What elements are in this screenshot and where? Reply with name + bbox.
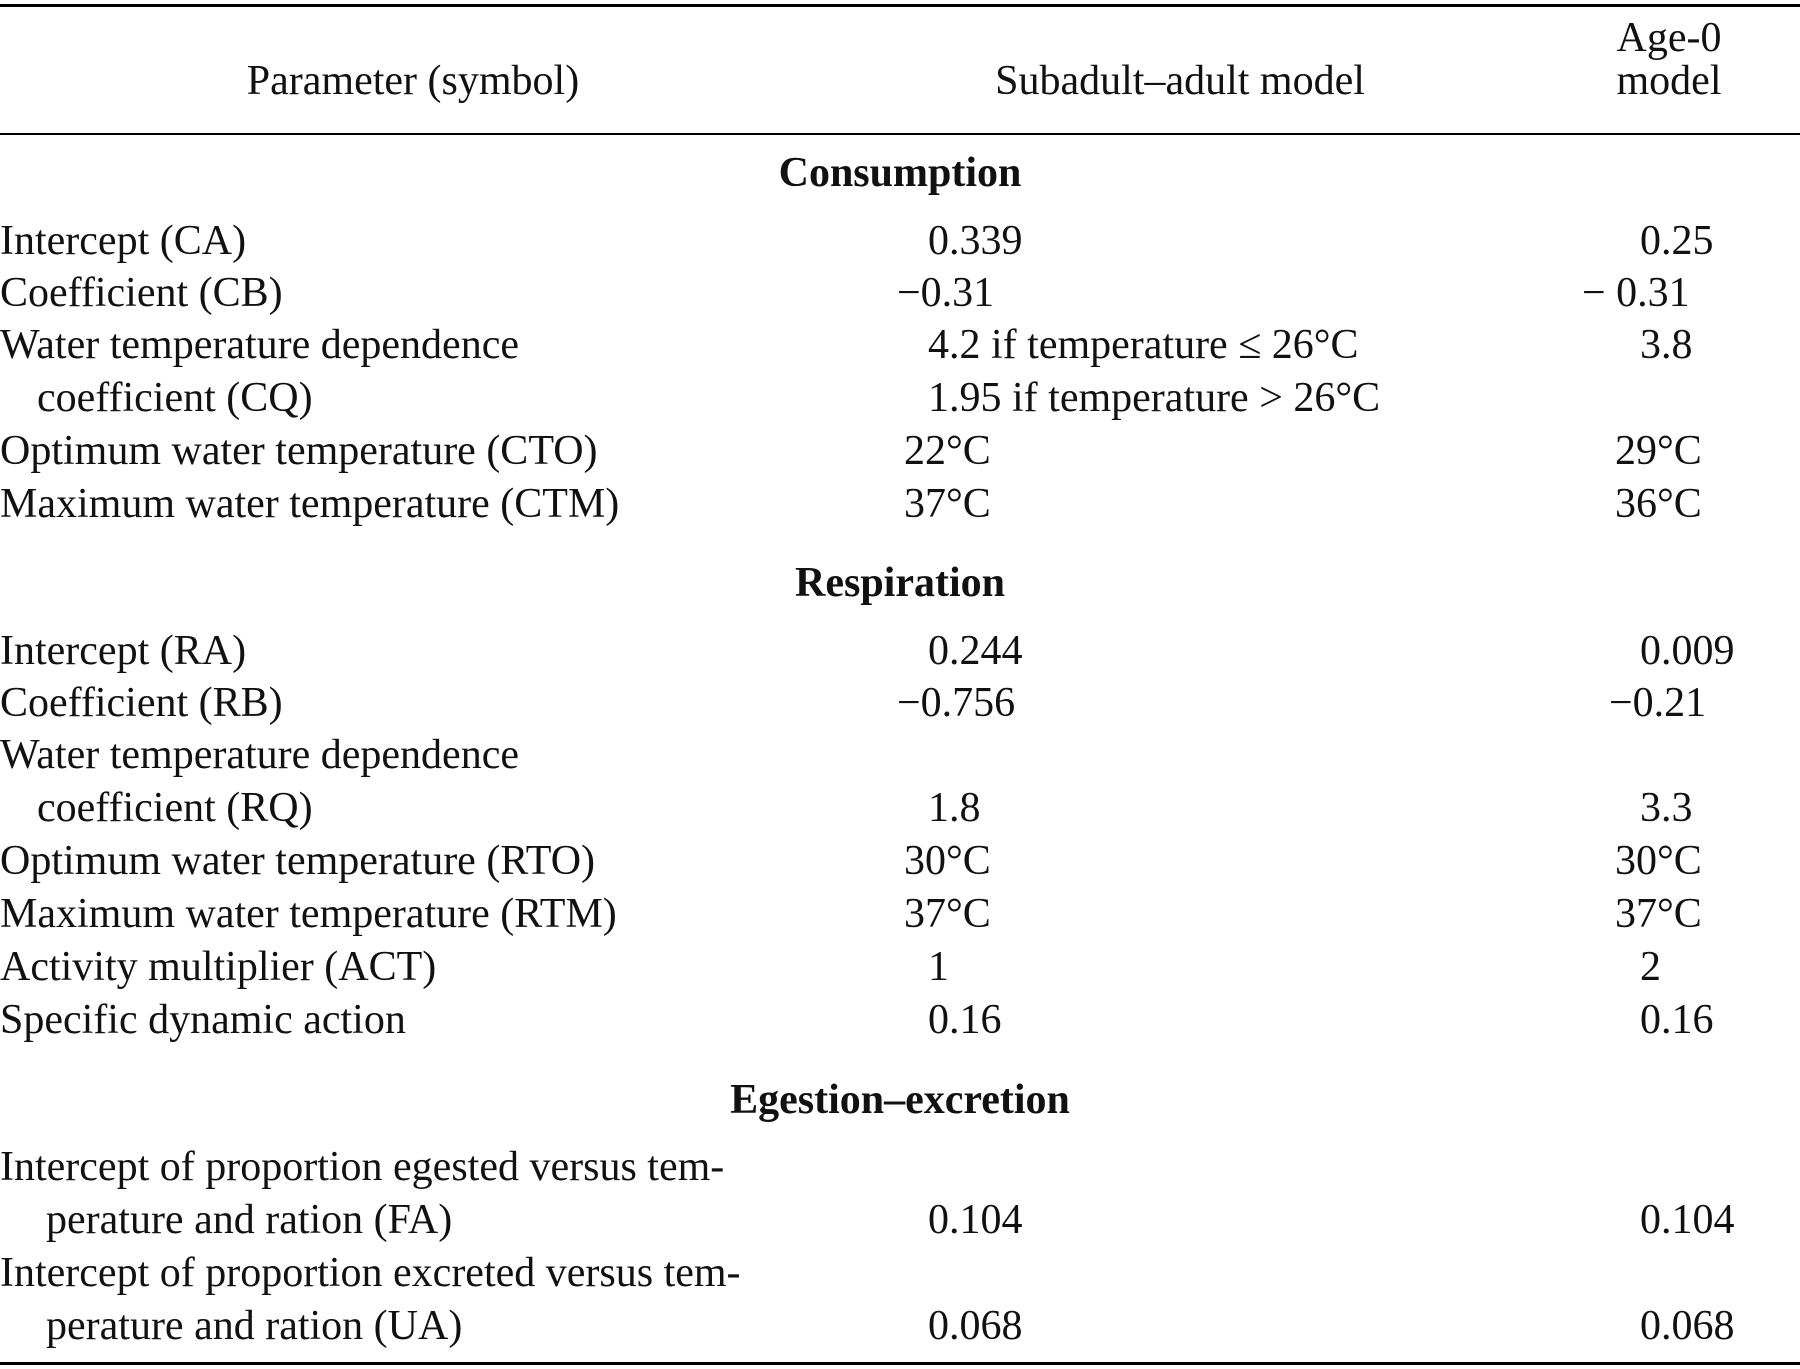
param-label: Water temperature dependence (0, 322, 519, 368)
age0-value: 29°C (1615, 428, 1702, 474)
header-parameter: Parameter (symbol) (246, 58, 580, 104)
section-title-egestion-excretion: Egestion–excretion (730, 1077, 1070, 1123)
age0-value: − 0.31 (1582, 270, 1690, 316)
subadult-value: 0.16 (928, 997, 1002, 1043)
param-label-continued: coefficient (CQ) (37, 375, 313, 421)
subadult-value: 30°C (904, 838, 991, 884)
age0-value: 0.25 (1640, 218, 1714, 264)
age0-value: 0.104 (1640, 1197, 1735, 1243)
param-label: Maximum water temperature (CTM) (0, 481, 620, 527)
age0-value: −0.21 (1609, 680, 1707, 726)
param-label: Optimum water temperature (CTO) (0, 428, 598, 474)
param-label: Coefficient (RB) (0, 680, 283, 726)
param-label: Coefficient (CB) (0, 270, 283, 316)
subadult-value-continued: 1.95 if temperature > 26°C (928, 375, 1381, 421)
subadult-value: 22°C (904, 428, 991, 474)
param-label: Intercept (RA) (0, 628, 247, 674)
header-age0-line1: Age-0 (1616, 15, 1722, 61)
subadult-value: −0.756 (897, 680, 1016, 726)
age0-value: 2 (1640, 944, 1661, 990)
param-label: Maximum water temperature (RTM) (0, 891, 617, 937)
param-label: Activity multiplier (ACT) (0, 944, 437, 990)
top-rule (0, 4, 1800, 7)
param-label: Intercept (CA) (0, 218, 247, 264)
age0-value: 30°C (1615, 838, 1702, 884)
subadult-value: 0.068 (928, 1303, 1023, 1349)
subadult-value: 37°C (904, 481, 991, 527)
param-label: Intercept of proportion egested versus tem- (0, 1144, 725, 1190)
age0-value: 0.16 (1640, 997, 1714, 1043)
param-label-continued: perature and ration (FA) (46, 1197, 453, 1243)
param-label-continued: perature and ration (UA) (46, 1303, 463, 1349)
bottom-rule (0, 1362, 1800, 1365)
header-rule (0, 133, 1800, 135)
param-label-continued: coefficient (RQ) (37, 785, 313, 831)
param-label: Water temperature dependence (0, 732, 519, 778)
subadult-value: −0.31 (897, 270, 995, 316)
section-title-respiration: Respiration (795, 560, 1005, 606)
age0-value: 36°C (1615, 481, 1702, 527)
subadult-value: 4.2 if temperature ≤ 26°C (928, 322, 1359, 368)
section-title-consumption: Consumption (778, 150, 1022, 196)
param-label: Intercept of proportion excreted versus tem- (0, 1250, 741, 1296)
param-label: Optimum water temperature (RTO) (0, 838, 596, 884)
subadult-value: 0.339 (928, 218, 1023, 264)
subadult-value: 0.104 (928, 1197, 1023, 1243)
header-age0-line2: model (1616, 58, 1722, 104)
age0-value: 37°C (1615, 891, 1702, 937)
subadult-value: 37°C (904, 891, 991, 937)
age0-value: 3.8 (1640, 322, 1693, 368)
age0-value: 0.009 (1640, 628, 1735, 674)
subadult-value: 0.244 (928, 628, 1023, 674)
age0-value: 0.068 (1640, 1303, 1735, 1349)
param-label: Specific dynamic action (0, 997, 406, 1043)
age0-value: 3.3 (1640, 785, 1693, 831)
header-subadult-adult-model: Subadult–adult model (995, 58, 1365, 104)
subadult-value: 1 (928, 944, 949, 990)
subadult-value: 1.8 (928, 785, 981, 831)
